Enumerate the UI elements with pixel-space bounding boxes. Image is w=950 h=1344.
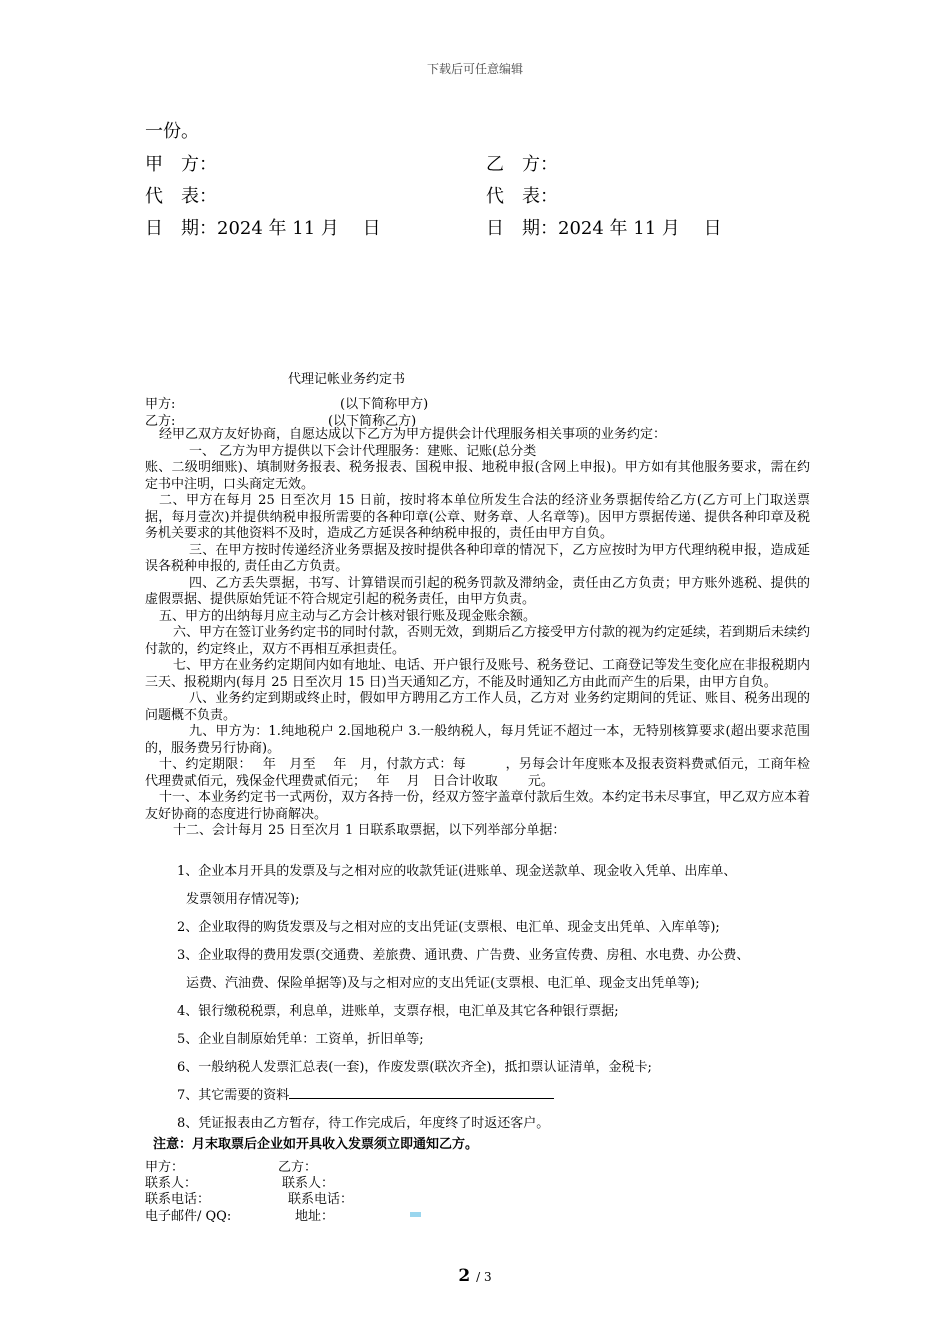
footer-phone-a: 联系电话： bbox=[145, 1192, 211, 1207]
paragraph-4: 四、乙方丢失票据，书写、计算错误而引起的税务罚款及滞纳金，责任由乙方负责；甲方账外逃税、提供的虚假票据、提供原始凭证不符合规定引起的税务责任，由甲方负责。 bbox=[145, 575, 810, 607]
intro-party-a-suffix: (以下简称甲方) bbox=[340, 397, 429, 412]
intro-party-b-suffix: (以下简称乙方) bbox=[328, 414, 417, 429]
signature-rep-a: 代 表： bbox=[145, 186, 217, 207]
paragraph-preamble: 经甲乙双方友好协商，自愿达成以下乙方为甲方提供会计代理服务相关事项的业务约定： bbox=[159, 427, 667, 442]
signature-party-b: 乙 方： bbox=[486, 154, 558, 175]
list-item: 6、一般纳税人发票汇总表(一套)，作废发票(联次齐全)，抵扣票认证清单，金税卡; bbox=[177, 1060, 652, 1075]
document-title: 代理记帐业务约定书 bbox=[288, 372, 406, 387]
footer-address: 地址： bbox=[295, 1209, 335, 1224]
page-header: 下载后可任意编辑 bbox=[426, 62, 523, 76]
selection-highlight-mark bbox=[410, 1212, 421, 1217]
page-current: 2 bbox=[458, 1266, 471, 1286]
list-item bbox=[177, 1082, 817, 1110]
fill-in-blank-line bbox=[289, 1086, 554, 1099]
list-item-text: 7、其它需要的资料 bbox=[177, 1088, 290, 1103]
contract-body bbox=[145, 427, 810, 840]
signature-rep-b: 代 表： bbox=[486, 186, 558, 207]
list-item-continuation: 发票领用存情况等); bbox=[186, 892, 300, 907]
signature-party-a: 甲 方： bbox=[145, 154, 217, 175]
list-item-continuation: 运费、汽油费、保险单据等)及与之相对应的支出凭证(支票根、电汇单、现金支出凭单等); bbox=[186, 976, 700, 991]
paragraph-2: 二、甲方在每月 25 日至次月 15 日前，按时将本单位所发生合法的经济业务票据传给乙方(乙方可上门取送票据，每月壹次)并提供纳税申报所需要的各种印章(公章、财务章、人名章等)。因甲方票据传递、提供各种印章及税务机关要求的其他资料不及时，造成乙方延误各种纳税申报的，责任由甲方自负。 bbox=[145, 493, 810, 541]
paragraph-12: 十二、会计每月 25 日至次月 1 日联系取票据，以下列举部分单据： bbox=[173, 823, 566, 838]
signature-date-a: 日 期：2024 年 11 月 日 bbox=[145, 218, 381, 239]
list-item: 1、企业本月开具的发票及与之相对应的收款凭证(进账单、现金送款单、现金收入凭单、出库单、 bbox=[177, 864, 737, 879]
list-item: 4、银行缴税税票，利息单，进账单，支票存根，电汇单及其它各种银行票据; bbox=[177, 1004, 619, 1019]
footer-contact-b: 联系人： bbox=[282, 1176, 335, 1191]
paragraph-8: 八、业务约定到期或终止时，假如甲方聘用乙方工作人员，乙方对 业务约定期间的凭证、账目、税务出现的问题概不负责。 bbox=[145, 691, 810, 723]
intro-party-b-label: 乙方: bbox=[145, 414, 176, 429]
page-number bbox=[0, 1266, 950, 1286]
footer-contact-a: 联系人： bbox=[145, 1176, 198, 1191]
intro-party-a-label: 甲方: bbox=[145, 397, 176, 412]
paragraph-7: 七、甲方在业务约定期间内如有地址、电话、开户银行及账号、税务登记、工商登记等发生变化应在非报税期内三天、报税期内(每月 25 日至次月 15 日)当天通知乙方，不能及时通知乙方由此而产生的后果，由甲方自负。 bbox=[145, 658, 811, 690]
paragraph-1-head: 一、 乙方为甲方提供以下会计代理服务：建账、记账(总分类 bbox=[189, 443, 537, 459]
page-total: / 3 bbox=[476, 1270, 492, 1284]
paragraph-9: 九、甲方为：1.纯地税户 2.国地税户 3.一般纳税人，每月凭证不超过一本，无特别核算要求(超出要求范围的，服务费另行协商)。 bbox=[145, 724, 810, 756]
signature-date-b: 日 期：2024 年 11 月 日 bbox=[486, 218, 722, 239]
footer-email-qq: 电子邮件/ QQ: bbox=[145, 1209, 232, 1224]
list-item: 8、凭证报表由乙方暂存，待工作完成后，年度终了时返还客户。 bbox=[177, 1116, 550, 1131]
paragraph-5: 五、甲方的出纳每月应主动与乙方会计核对银行账及现金账余额。 bbox=[159, 608, 537, 624]
footer-phone-b: 联系电话： bbox=[288, 1192, 354, 1207]
continuation-line: 一份。 bbox=[145, 121, 199, 142]
footer-party-a: 甲方： bbox=[145, 1160, 185, 1175]
paragraph-6: 六、甲方在签订业务约定书的同时付款，否则无效，到期后乙方接受甲方付款的视为约定延续，若到期后未续约付款的，约定终止，双方不再相互承担责任。 bbox=[145, 625, 811, 657]
list-item: 3、企业取得的费用发票(交通费、差旅费、通讯费、广告费、业务宣传费、房租、水电费、办公费、 bbox=[177, 948, 750, 963]
list-item: 5、企业自制原始凭单：工资单，折旧单等; bbox=[177, 1032, 424, 1047]
notice-text: 注意：月末取票后企业如开具收入发票须立即通知乙方。 bbox=[153, 1137, 479, 1152]
paragraph-1-body: 账、二级明细账)、填制财务报表、税务报表、国税申报、地税申报(含网上申报)。甲方如有其他服务要求，需在约定书中注明，口头商定无效。 bbox=[145, 460, 810, 492]
list-item: 2、企业取得的购货发票及与之相对应的支出凭证(支票根、电汇单、现金支出凭单、入库单等); bbox=[177, 920, 720, 935]
paragraph-11: 十一、本业务约定书一式两份，双方各持一份，经双方签字盖章付款后生效。本约定书未尽事宜，甲乙双方应本着友好协商的态度进行协商解决。 bbox=[145, 790, 810, 822]
document-list bbox=[177, 858, 817, 1138]
paragraph-3: 三、在甲方按时传递经济业务票据及按时提供各种印章的情况下，乙方应按时为甲方代理纳税申报，造成延误各税种申报的, 责任由乙方负责。 bbox=[145, 542, 810, 574]
paragraph-10: 十、约定期限： 年 月至 年 月，付款方式：每 ，另每会计年度账本及报表资料费贰佰元，工商年检代理费贰佰元，残保金代理费贰佰元； 年 月 日合计收取 元。 bbox=[145, 757, 810, 789]
footer-party-b: 乙方： bbox=[278, 1160, 318, 1175]
